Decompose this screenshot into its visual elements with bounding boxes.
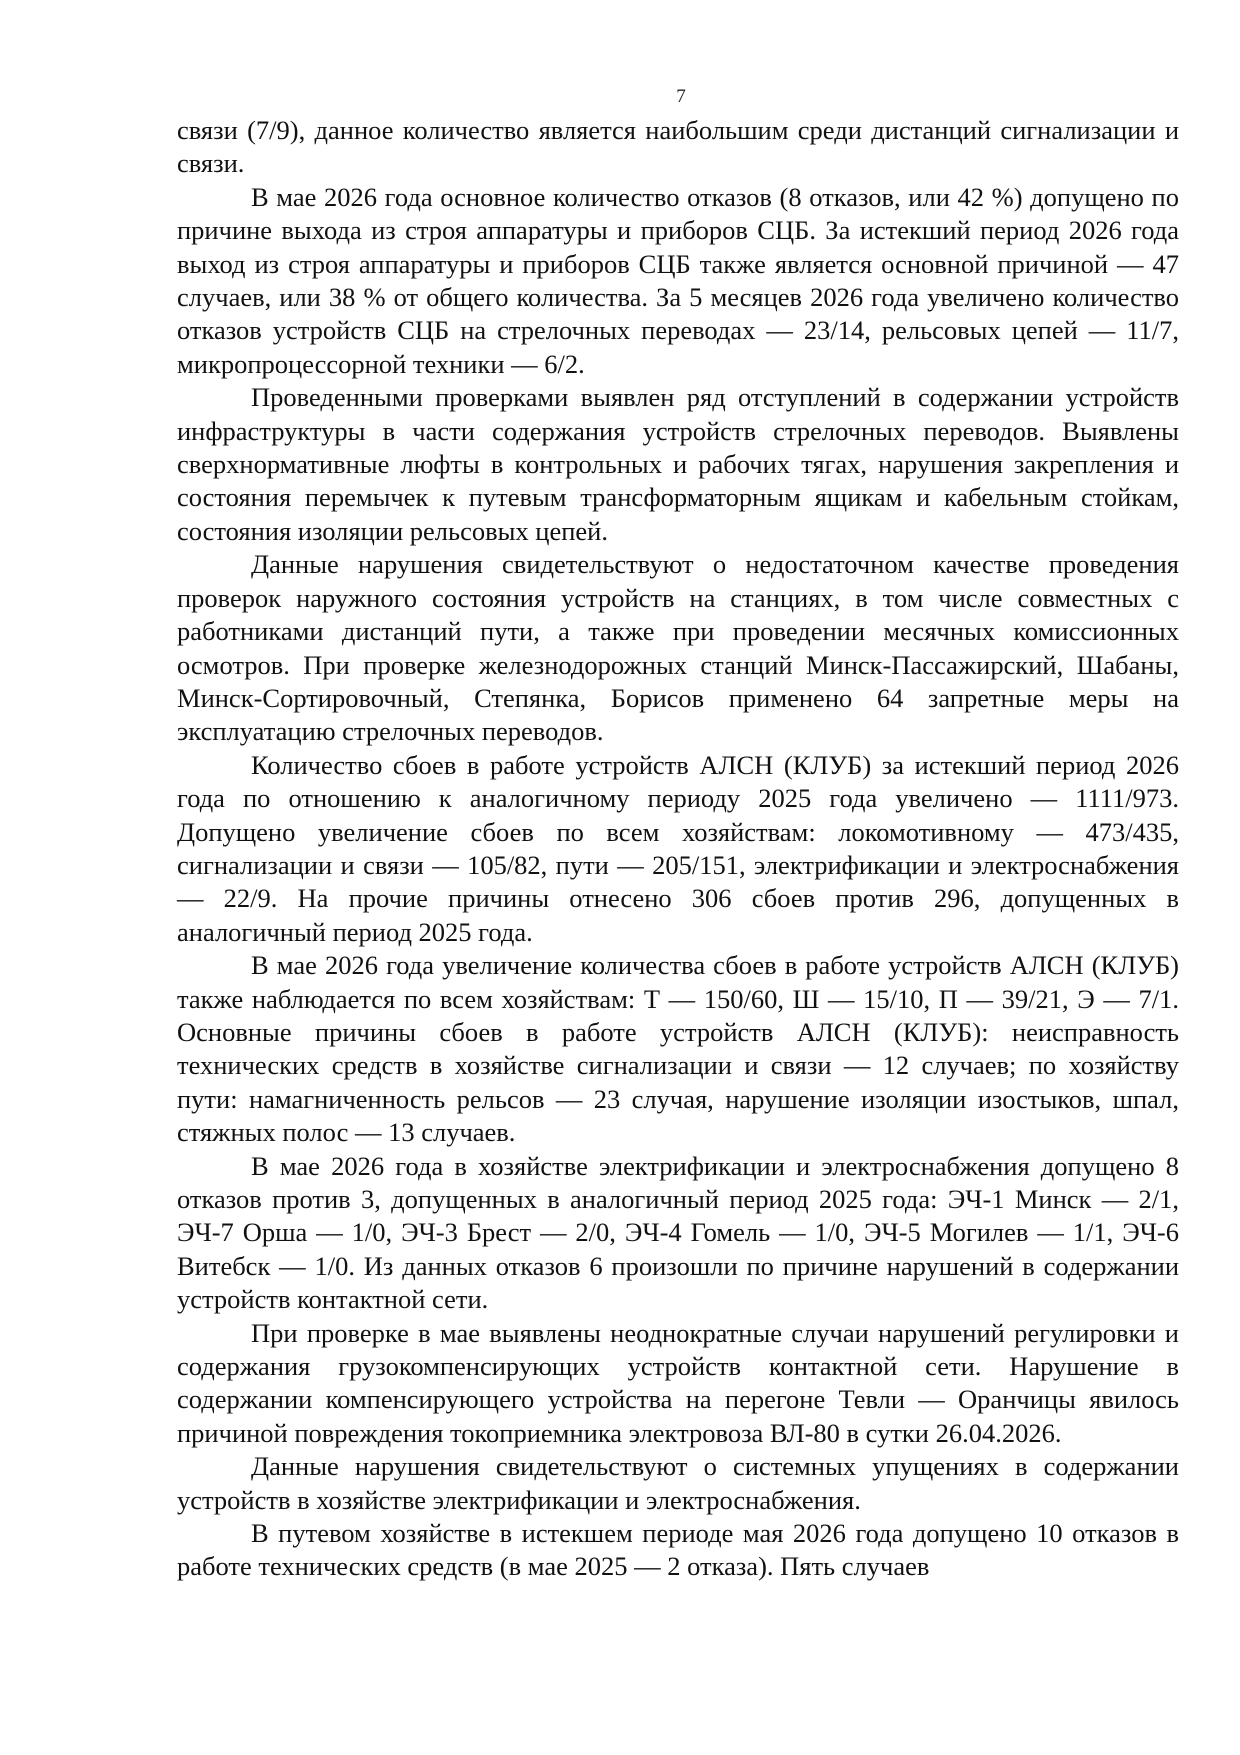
document-body — [177, 114, 1179, 1584]
paragraph: В мае 2026 года основное количество отказов (8 отказов, или 42 %) допущено по причине выхода из строя аппаратуры и приборов СЦБ. За истекший период 2026 года выход из строя аппаратуры и приборов СЦБ также является основной причиной — 47 случаев, или 38 % от общего количества. За 5 месяцев 2026 года увеличено количество отказов устройств СЦБ на стрелочных переводах — 23/14, рельсовых цепей — 11/7, микропроцессорной техники — 6/2. — [177, 181, 1179, 379]
paragraph: Данные нарушения свидетельствуют о недостаточном качестве проведения проверок наружного состояния устройств на станциях, в том числе совместных с работниками дистанций пути, а также при проведении месячных комиссионных осмотров. При проверке железнодорожных станций Минск-Пассажирский, Шабаны, Минск-Сортировочный, Степянка, Борисов применено 64 запретные меры на эксплуатацию стрелочных переводов. — [177, 549, 1179, 747]
paragraph: В мае 2026 года в хозяйстве электрификации и электроснабжения допущено 8 отказов против 3, допущенных в аналогичный период 2025 года: ЭЧ-1 Минск — 2/1, ЭЧ-7 Орша — 1/0, ЭЧ-3 Брест — 2/0, ЭЧ-4 Гомель — 1/0, ЭЧ-5 Могилев — 1/1, ЭЧ-6 Витебск — 1/0. Из данных отказов 6 произошли по причине нарушений в содержании устройств контактной сети. — [177, 1150, 1179, 1315]
paragraph: связи (7/9), данное количество является наибольшим среди дистанций сигнализации и связи. — [177, 115, 1179, 179]
page-number: 7 — [676, 86, 686, 107]
paragraph: Данные нарушения свидетельствуют о системных упущениях в содержании устройств в хозяйстве электрификации и электроснабжения. — [177, 1451, 1179, 1515]
paragraph: Проведенными проверками выявлен ряд отступлений в содержании устройств инфраструктуры в части содержания устройств стрелочных переводов. Выявлены сверхнормативные люфты в контрольных и рабочих тягах, нарушения закрепления и состояния перемычек к путевым трансформаторным ящикам и кабельным стойкам, состояния изоляции рельсовых цепей. — [177, 382, 1179, 546]
paragraph: В мае 2026 года увеличение количества сбоев в работе устройств АЛСН (КЛУБ) также наблюдается по всем хозяйствам: Т — 150/60, Ш — 15/10, П — 39/21, Э — 7/1. Основные причины сбоев в работе устройств АЛСН (КЛУБ): неисправность технических средств в хозяйстве сигнализации и связи — 12 случаев; по хозяйству пути: намагниченность рельсов — 23 случая, нарушение изоляции изостыков, шпал, стяжных полос — 13 случаев. — [177, 950, 1179, 1148]
paragraph: Количество сбоев в работе устройств АЛСН (КЛУБ) за истекший период 2026 года по отношению к аналогичному периоду 2025 года увеличено — 1111/973. Допущено увеличение сбоев по всем хозяйствам: локомотивному — 473/435, сигнализации и связи — 105/82, пути — 205/151, электрификации и электроснабжения — 22/9. На прочие причины отнесено 306 сбоев против 296, допущенных в аналогичный период 2025 года. — [177, 749, 1179, 947]
paragraph: При проверке в мае выявлены неоднократные случаи нарушений регулировки и содержания грузокомпенсирующих устройств контактной сети. Нарушение в содержании компенсирующего устройства на перегоне Тевли — Оранчицы явилось причиной повреждения токоприемника электровоза ВЛ-80 в сутки 26.04.2026. — [177, 1317, 1179, 1448]
paragraph: В путевом хозяйстве в истекшем периоде мая 2026 года допущено 10 отказов в работе технических средств (в мае 2025 — 2 отказа). Пять случаев — [177, 1518, 1179, 1582]
